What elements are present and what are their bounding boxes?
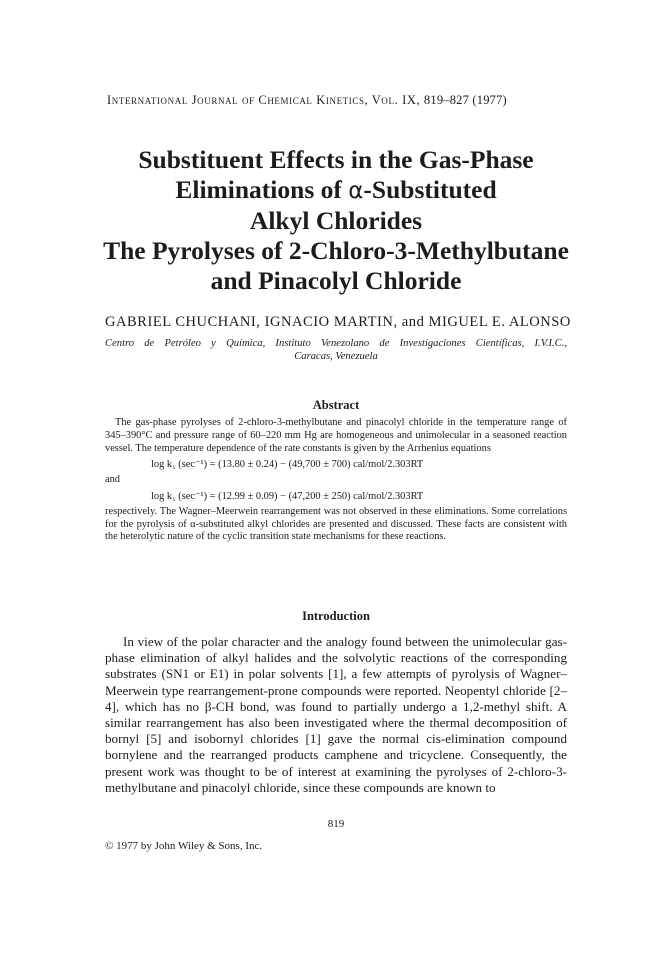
affiliation: [105, 337, 567, 363]
authors: GABRIEL CHUCHANI, IGNACIO MARTIN, and MIGUEL E. ALONSO: [105, 314, 571, 330]
running-head: [107, 93, 567, 108]
affiliation-line-2: Caracas, Venezuela: [294, 351, 378, 362]
title-line-4: The Pyrolyses of 2-Chloro-3-Methylbutane: [103, 236, 569, 265]
abstract-heading: Abstract: [312, 398, 360, 412]
copyright-notice: © 1977 by John Wiley & Sons, Inc.: [105, 840, 263, 852]
journal-volume: , Vol. IX,: [364, 93, 424, 107]
title-line-5: and Pinacolyl Chloride: [210, 266, 462, 295]
arrhenius-equation-2: log k₁ (sec⁻¹) = (12.99 ± 0.09) − (47,200 ± 250) cal/mol/2.303RT: [151, 490, 424, 502]
abstract-and: and: [105, 474, 121, 486]
article-title: [60, 145, 612, 296]
affiliation-line-1: Centro de Petróleo y Química, Instituto Venezolano de Investigaciones Científicas, I.V.I.C.,: [105, 338, 567, 349]
introduction-paragraph: In view of the polar character and the analogy found between the unimolecular gas-phase elimination of alkyl halides and the solvolytic reactions of the corresponding substrates (SN1 or E1) in polar solvents [1], a few attempts of pyrolysis of Wagner–Meerwein type rearrangement-prone compounds were reported. Neopentyl chloride [2–4], which has no β-CH bond, was found to partially undergo a 1,2-methyl shift. A similar rearrangement has also been investigated where the thermal decomposition of bornyl [5] and isobornyl chlorides [1] gave the normal cis-elimination compound bornylene and the rearranged products camphene and tricyclene. Consequently, the present work was thought to be of interest at examining the pyrolyses of 2-chloro-3-methylbutane and pinacolyl chloride, since these compounds are known to: [105, 634, 567, 795]
page-number: 819: [327, 818, 345, 830]
title-line-2-pre: Eliminations of: [175, 175, 349, 204]
title-line-2: [60, 175, 612, 206]
title-line-1: Substituent Effects in the Gas-Phase: [138, 145, 534, 174]
journal-name: International Journal of Chemical Kinetics: [107, 93, 365, 107]
journal-pages: 819–827 (1977): [423, 93, 507, 107]
abstract-body: [105, 417, 567, 544]
arrhenius-equation-1: log k₁ (sec⁻¹) = (13.80 ± 0.24) − (49,700 ± 700) cal/mol/2.303RT: [151, 459, 424, 471]
alpha-symbol: α: [348, 178, 364, 204]
abstract-paragraph-1: The gas-phase pyrolyses of 2-chloro-3-methylbutane and pinacolyl chloride in the temperature range of 345–390°C and pressure range of 60–220 mm Hg are homogeneous and unimolecular in a seasoned reaction vessel. The temperature dependence of the rate constants is given by the Arrhenius equations: [105, 417, 567, 454]
abstract-paragraph-2: respectively. The Wagner–Meerwein rearrangement was not observed in these eliminations. Some correlations for the pyrolysis of α-substituted alkyl chlorides are presented and discussed. These facts are consistent with the heterolytic nature of the cyclic transition state mechanisms for these reactions.: [105, 505, 567, 543]
introduction-heading: Introduction: [302, 609, 370, 623]
title-line-3: Alkyl Chlorides: [249, 206, 423, 235]
title-line-2-post: -Substituted: [363, 175, 497, 204]
